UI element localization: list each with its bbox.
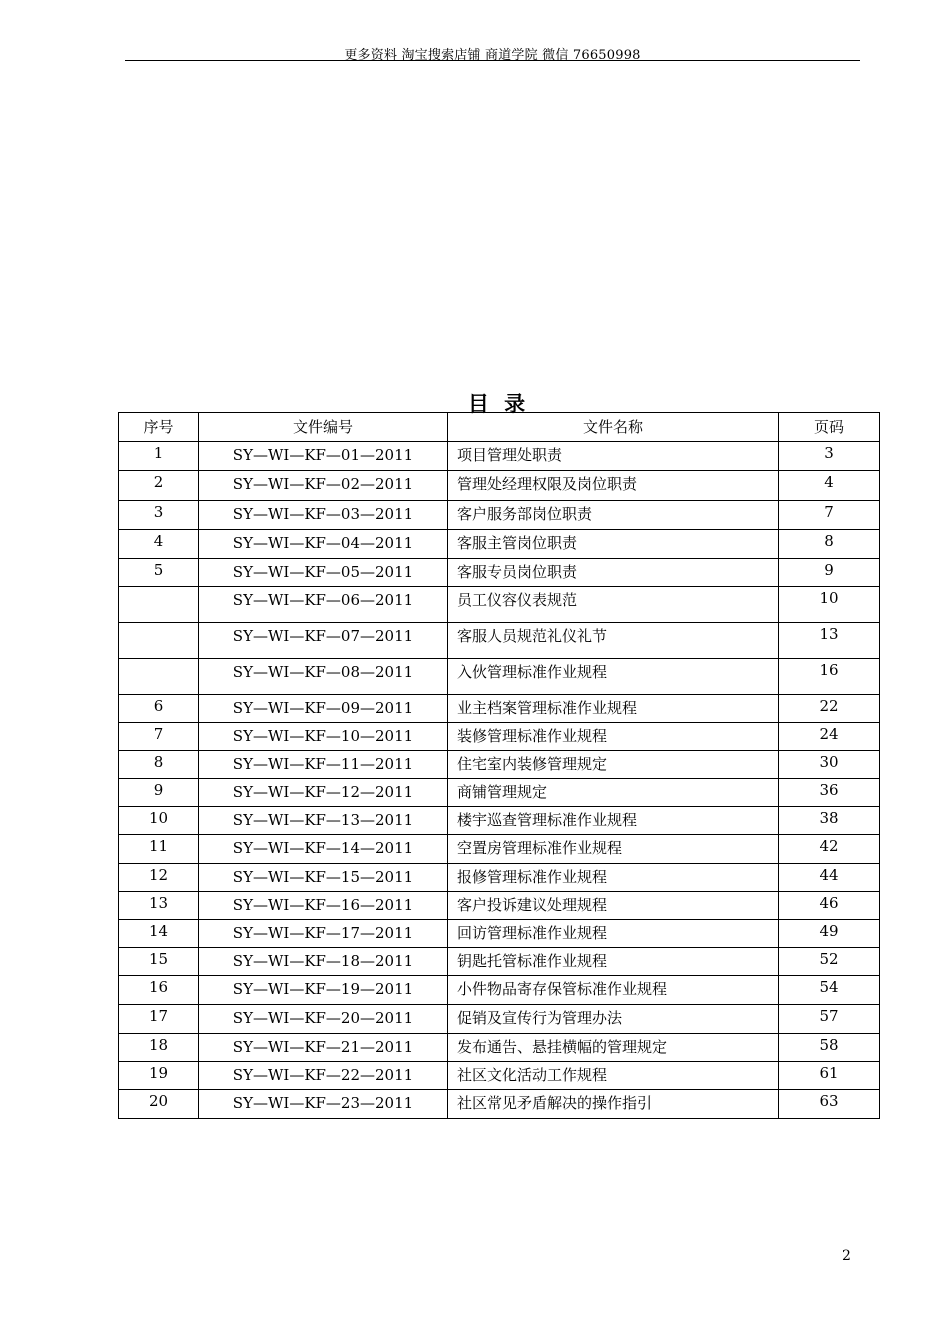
toc-row (119, 779, 880, 807)
toc-row (119, 501, 880, 530)
toc-row-page: 16 (779, 659, 880, 695)
column-header-seq: 序号 (119, 413, 199, 442)
toc-row-code: SY—WI—KF—22—2011 (199, 1062, 448, 1090)
toc-row-page: 52 (779, 948, 880, 976)
toc-row-name: 回访管理标准作业规程 (448, 920, 779, 948)
toc-row (119, 920, 880, 948)
toc-row (119, 530, 880, 559)
toc-row-name: 员工仪容仪表规范 (448, 587, 779, 623)
toc-table (118, 412, 880, 1119)
toc-row-page: 3 (779, 442, 880, 471)
toc-row-code: SY—WI—KF—05—2011 (199, 559, 448, 587)
toc-row-name: 客户服务部岗位职责 (448, 501, 779, 530)
toc-row-seq: 20 (119, 1090, 199, 1119)
toc-row (119, 1005, 880, 1034)
toc-row-page: 36 (779, 779, 880, 807)
toc-row (119, 587, 880, 623)
toc-row-seq: 15 (119, 948, 199, 976)
toc-row-code: SY—WI—KF—06—2011 (199, 587, 448, 623)
toc-row-page: 38 (779, 807, 880, 835)
toc-row-name: 钥匙托管标准作业规程 (448, 948, 779, 976)
toc-row-seq: 16 (119, 976, 199, 1005)
toc-row (119, 695, 880, 723)
toc-row-seq (119, 587, 199, 623)
toc-row-name: 住宅室内装修管理规定 (448, 751, 779, 779)
toc-row-page: 49 (779, 920, 880, 948)
toc-row-seq: 3 (119, 501, 199, 530)
toc-row-name: 报修管理标准作业规程 (448, 864, 779, 892)
toc-row-name: 客户投诉建议处理规程 (448, 892, 779, 920)
toc-row-name: 客服人员规范礼仪礼节 (448, 623, 779, 659)
toc-row-code: SY—WI—KF—07—2011 (199, 623, 448, 659)
toc-row-code: SY—WI—KF—16—2011 (199, 892, 448, 920)
toc-row-seq: 8 (119, 751, 199, 779)
toc-row-name: 商铺管理规定 (448, 779, 779, 807)
toc-row-page: 13 (779, 623, 880, 659)
toc-row-page: 42 (779, 835, 880, 864)
toc-row-code: SY—WI—KF—18—2011 (199, 948, 448, 976)
toc-row-seq: 6 (119, 695, 199, 723)
toc-row-code: SY—WI—KF—04—2011 (199, 530, 448, 559)
toc-row-name: 管理处经理权限及岗位职责 (448, 471, 779, 501)
toc-row-seq: 11 (119, 835, 199, 864)
toc-row (119, 471, 880, 501)
toc-row-page: 10 (779, 587, 880, 623)
toc-row-name: 空置房管理标准作业规程 (448, 835, 779, 864)
toc-row-name: 入伙管理标准作业规程 (448, 659, 779, 695)
toc-row-name: 社区文化活动工作规程 (448, 1062, 779, 1090)
toc-row-name: 促销及宣传行为管理办法 (448, 1005, 779, 1034)
column-header-code: 文件编号 (199, 413, 448, 442)
toc-row (119, 976, 880, 1005)
toc-row-code: SY—WI—KF—19—2011 (199, 976, 448, 1005)
column-header-page: 页码 (779, 413, 880, 442)
toc-row (119, 559, 880, 587)
toc-row (119, 1090, 880, 1119)
toc-row-page: 46 (779, 892, 880, 920)
toc-row-code: SY—WI—KF—15—2011 (199, 864, 448, 892)
toc-row-name: 社区常见矛盾解决的操作指引 (448, 1090, 779, 1119)
toc-row (119, 659, 880, 695)
toc-row (119, 835, 880, 864)
page-header-text: 更多资料 淘宝搜索店铺 商道学院 微信 76650998 (344, 48, 641, 63)
toc-row-code: SY—WI—KF—10—2011 (199, 723, 448, 751)
toc-row-name: 客服专员岗位职责 (448, 559, 779, 587)
toc-row-seq: 10 (119, 807, 199, 835)
toc-row-seq: 2 (119, 471, 199, 501)
toc-row-name: 楼宇巡查管理标准作业规程 (448, 807, 779, 835)
toc-row-code: SY—WI—KF—20—2011 (199, 1005, 448, 1034)
toc-row-page: 63 (779, 1090, 880, 1119)
toc-row-name: 发布通告、悬挂横幅的管理规定 (448, 1034, 779, 1062)
toc-row-name: 业主档案管理标准作业规程 (448, 695, 779, 723)
toc-row-code: SY—WI—KF—01—2011 (199, 442, 448, 471)
toc-row-code: SY—WI—KF—08—2011 (199, 659, 448, 695)
toc-row-seq: 4 (119, 530, 199, 559)
toc-row-page: 57 (779, 1005, 880, 1034)
toc-row-code: SY—WI—KF—14—2011 (199, 835, 448, 864)
toc-row-seq: 9 (119, 779, 199, 807)
toc-row (119, 892, 880, 920)
toc-row-code: SY—WI—KF—12—2011 (199, 779, 448, 807)
toc-row (119, 723, 880, 751)
toc-row (119, 807, 880, 835)
toc-row-page: 61 (779, 1062, 880, 1090)
toc-row (119, 948, 880, 976)
toc-row-page: 4 (779, 471, 880, 501)
toc-row-name: 装修管理标准作业规程 (448, 723, 779, 751)
toc-row-seq: 5 (119, 559, 199, 587)
toc-row (119, 864, 880, 892)
toc-row-code: SY—WI—KF—13—2011 (199, 807, 448, 835)
toc-row-name: 项目管理处职责 (448, 442, 779, 471)
toc-row (119, 442, 880, 471)
toc-row (119, 1034, 880, 1062)
toc-row (119, 623, 880, 659)
toc-row-code: SY—WI—KF—03—2011 (199, 501, 448, 530)
toc-row-seq: 18 (119, 1034, 199, 1062)
toc-row-name: 小件物品寄存保管标准作业规程 (448, 976, 779, 1005)
toc-row-code: SY—WI—KF—17—2011 (199, 920, 448, 948)
toc-row-page: 22 (779, 695, 880, 723)
toc-row-seq: 17 (119, 1005, 199, 1034)
toc-row-page: 44 (779, 864, 880, 892)
toc-row-seq: 19 (119, 1062, 199, 1090)
toc-row-seq: 1 (119, 442, 199, 471)
toc-row-page: 9 (779, 559, 880, 587)
toc-row-seq: 12 (119, 864, 199, 892)
toc-header-row (119, 413, 880, 442)
toc-row-seq (119, 623, 199, 659)
toc-row-page: 24 (779, 723, 880, 751)
page-number: 2 (842, 1248, 851, 1264)
toc-row-page: 30 (779, 751, 880, 779)
toc-row-seq (119, 659, 199, 695)
toc-row-code: SY—WI—KF—09—2011 (199, 695, 448, 723)
toc-row-code: SY—WI—KF—23—2011 (199, 1090, 448, 1119)
toc-row (119, 1062, 880, 1090)
toc-row-page: 58 (779, 1034, 880, 1062)
toc-row-page: 7 (779, 501, 880, 530)
header-divider (125, 60, 860, 61)
toc-row-page: 8 (779, 530, 880, 559)
toc-row-code: SY—WI—KF—11—2011 (199, 751, 448, 779)
toc-row-name: 客服主管岗位职责 (448, 530, 779, 559)
toc-row-seq: 13 (119, 892, 199, 920)
toc-row-seq: 14 (119, 920, 199, 948)
toc-row-code: SY—WI—KF—21—2011 (199, 1034, 448, 1062)
toc-title: 目 录 (467, 392, 530, 416)
toc-row-page: 54 (779, 976, 880, 1005)
column-header-name: 文件名称 (448, 413, 779, 442)
toc-row (119, 751, 880, 779)
toc-row-code: SY—WI—KF—02—2011 (199, 471, 448, 501)
toc-row-seq: 7 (119, 723, 199, 751)
